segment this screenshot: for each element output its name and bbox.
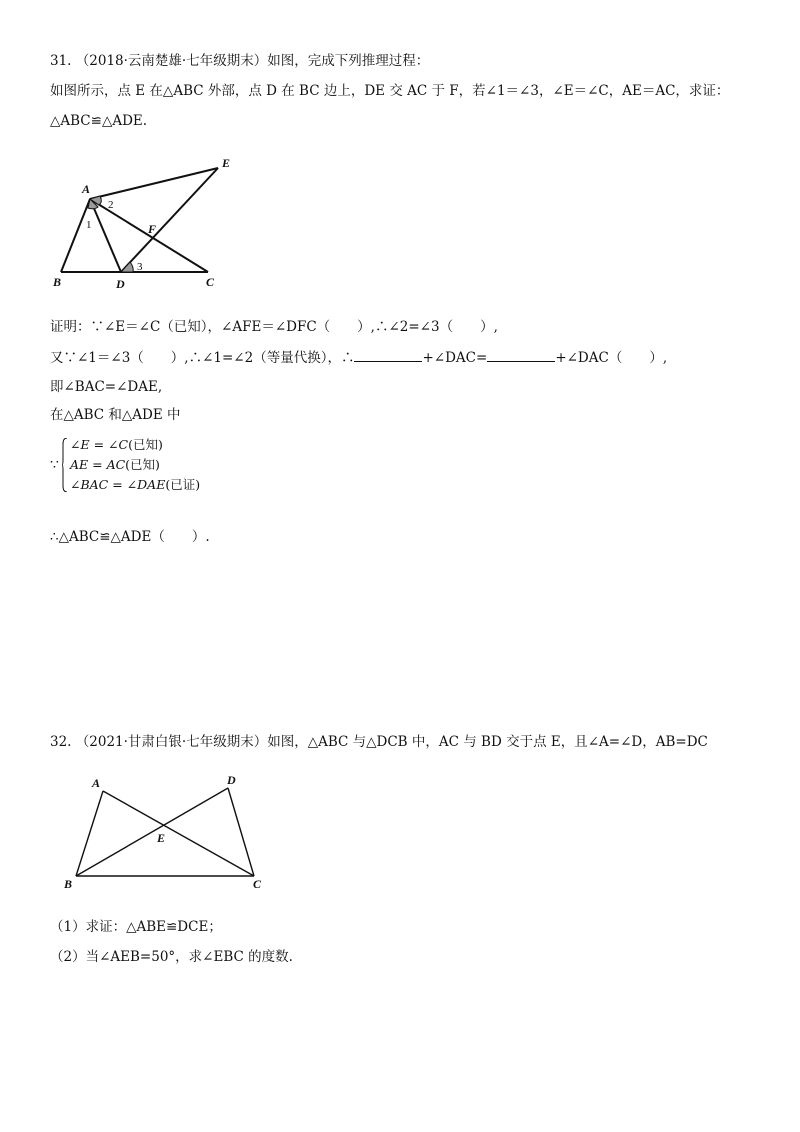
condition-3-note: (已证)	[165, 477, 201, 492]
proof-line-4: 在△ABC 和△ADE 中	[50, 407, 181, 423]
q32-header	[50, 733, 708, 751]
condition-2	[70, 457, 160, 473]
q32-part-1: （1）求证：△ABE≌DCE；	[50, 919, 222, 935]
proof-line-3: 即∠BAC=∠DAE,	[50, 379, 163, 395]
segment-AE	[90, 168, 218, 199]
answer-blank-1[interactable]	[354, 348, 422, 362]
q31-stem: 如图所示，点 E 在△ABC 外部，点 D 在 BC 边上，DE 交 AC 于 F，若∠1＝∠3，∠E＝∠C，AE＝AC，求证：	[50, 83, 730, 99]
q31-figure	[48, 152, 248, 294]
segment-AD	[90, 199, 121, 272]
condition-1	[70, 437, 163, 453]
q31-source: （2018·云南楚雄·七年级期末）如图，完成下列推理过程：	[75, 53, 430, 69]
because-symbol: ∵	[50, 457, 59, 473]
label-angle-2: 2	[108, 199, 114, 211]
answer-blank-2[interactable]	[487, 348, 555, 362]
label-D: D	[227, 773, 236, 787]
label-C: C	[253, 877, 262, 891]
q31-goal: △ABC≌△ADE.	[50, 113, 148, 129]
proof-line-2a: 又∵∠1＝∠3（ ）,∴∠1=∠2（等量代换），∴	[50, 350, 355, 366]
segment-BD	[76, 788, 228, 876]
proof-line-1: 证明：∵∠E＝∠C（已知），∠AFE＝∠DFC（ ）,∴∠2=∠3（ ）,	[50, 319, 498, 335]
proof-line-2	[50, 348, 667, 367]
label-A: A	[82, 182, 91, 196]
label-C: C	[206, 275, 215, 289]
condition-brace-block	[50, 436, 310, 498]
q32-part-2: （2）当∠AEB=50°，求∠EBC 的度数.	[50, 949, 293, 965]
condition-1-expr: ∠E = ∠C	[70, 437, 129, 452]
q32-figure	[60, 770, 280, 895]
condition-2-note: (已知)	[125, 457, 160, 472]
segment-AC	[103, 791, 254, 876]
label-B: B	[64, 877, 73, 891]
left-brace	[62, 438, 68, 492]
condition-2-expr: AE = AC	[70, 457, 126, 472]
label-A: A	[92, 776, 101, 790]
label-B: B	[53, 275, 62, 289]
condition-3-expr: ∠BAC = ∠DAE	[70, 477, 166, 492]
label-angle-3: 3	[137, 261, 143, 273]
proof-conclusion: ∴△ABC≌△ADE（ ）.	[50, 529, 210, 545]
segment-AB	[61, 199, 90, 272]
q31-header	[50, 52, 429, 70]
label-E: E	[222, 156, 231, 170]
angle-mark-3	[121, 262, 133, 272]
q31-number: 31.	[50, 53, 72, 69]
label-angle-1: 1	[86, 219, 92, 231]
proof-line-2c: +∠DAC（ ）,	[555, 350, 668, 366]
proof-line-2b: +∠DAC=	[422, 350, 488, 366]
label-E: E	[157, 831, 166, 845]
condition-3	[70, 477, 200, 493]
condition-1-note: (已知)	[128, 437, 163, 452]
label-F: F	[148, 222, 157, 236]
label-D: D	[116, 277, 125, 291]
segment-DE	[121, 168, 218, 272]
q32-source: （2021·甘肃白银·七年级期末）如图，△ABC 与△DCB 中，AC 与 BD 交于点 E，且∠A=∠D，AB=DC	[75, 734, 708, 750]
q32-number: 32.	[50, 734, 72, 750]
